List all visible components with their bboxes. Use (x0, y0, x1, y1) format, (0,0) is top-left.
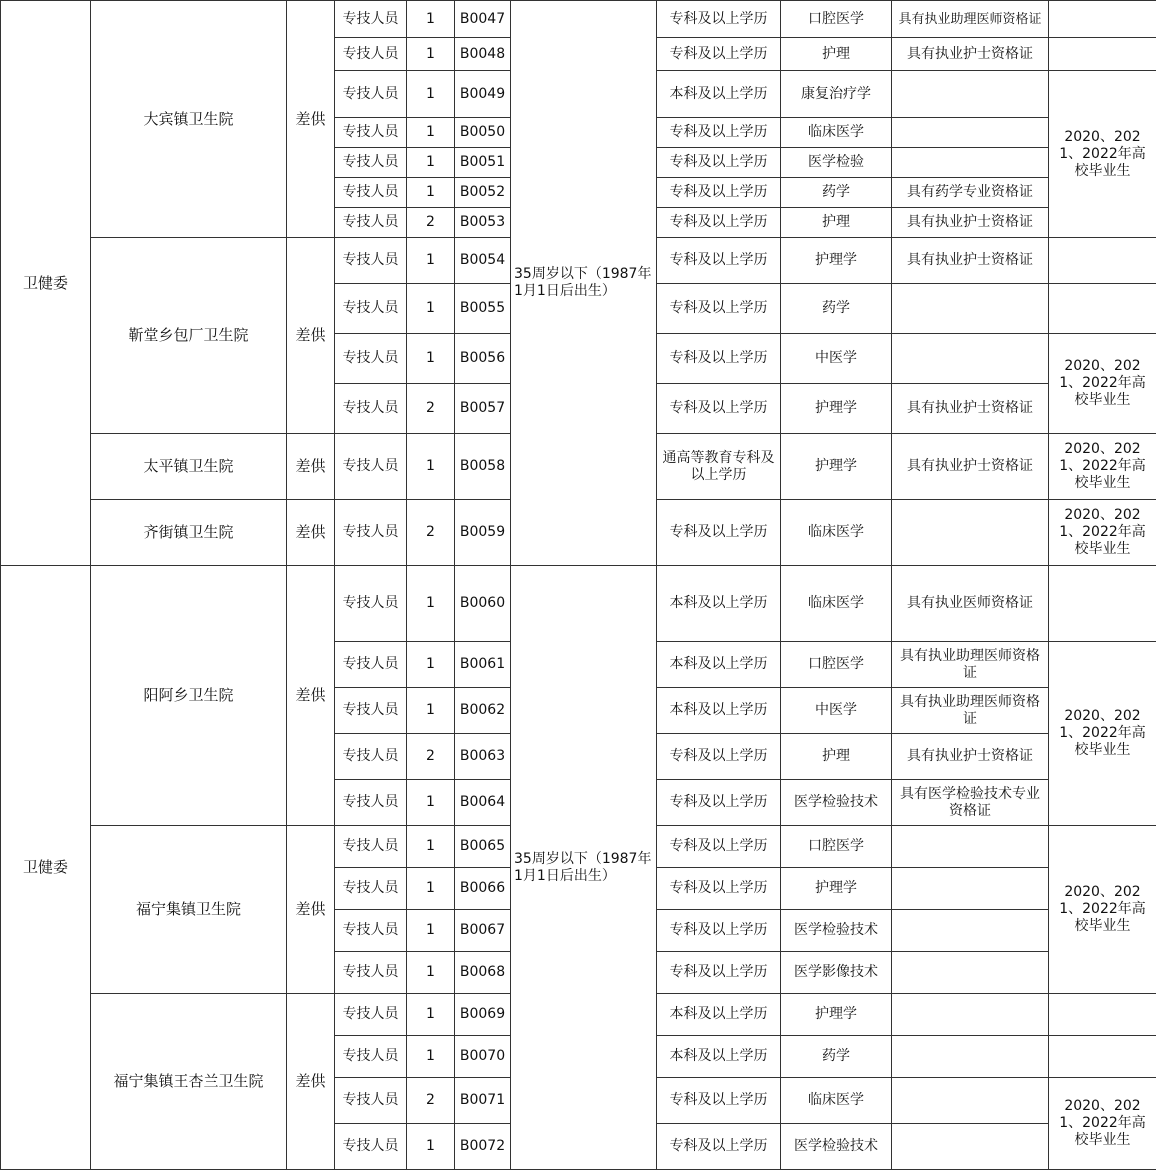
position-type-cell: 专技人员 (335, 910, 407, 952)
position-type-cell: 专技人员 (335, 994, 407, 1036)
major-cell: 护理学 (781, 994, 892, 1036)
count-cell: 1 (407, 1, 455, 38)
education-cell: 专科及以上学历 (657, 826, 781, 868)
other-requirement-cell (892, 910, 1049, 952)
department-cell: 卫健委 (1, 1, 91, 566)
position-type-cell: 专技人员 (335, 780, 407, 826)
code-cell: B0063 (455, 734, 511, 780)
major-cell: 医学检验 (781, 148, 892, 178)
count-cell: 1 (407, 284, 455, 334)
note-cell (1049, 1036, 1156, 1078)
count-cell: 2 (407, 384, 455, 434)
code-cell: B0054 (455, 238, 511, 284)
unit-name-cell: 福宁集镇王杏兰卫生院 (91, 994, 287, 1170)
code-cell: B0057 (455, 384, 511, 434)
position-type-cell: 专技人员 (335, 148, 407, 178)
other-requirement-cell: 具有执业助理医师资格证 (892, 1, 1049, 38)
unit-name-cell: 太平镇卫生院 (91, 434, 287, 500)
education-cell: 本科及以上学历 (657, 566, 781, 642)
funding-cell: 差供 (287, 566, 335, 826)
code-cell: B0061 (455, 642, 511, 688)
position-type-cell: 专技人员 (335, 826, 407, 868)
position-type-cell: 专技人员 (335, 734, 407, 780)
count-cell: 2 (407, 500, 455, 566)
education-cell: 专科及以上学历 (657, 1, 781, 38)
other-requirement-cell (892, 334, 1049, 384)
count-cell: 1 (407, 178, 455, 208)
major-cell: 护理 (781, 734, 892, 780)
education-cell: 专科及以上学历 (657, 734, 781, 780)
education-cell: 专科及以上学历 (657, 868, 781, 910)
education-cell: 本科及以上学历 (657, 688, 781, 734)
code-cell: B0072 (455, 1124, 511, 1170)
education-cell: 专科及以上学历 (657, 208, 781, 238)
position-type-cell: 专技人员 (335, 1078, 407, 1124)
other-requirement-cell (892, 1124, 1049, 1170)
code-cell: B0047 (455, 1, 511, 38)
education-cell: 专科及以上学历 (657, 334, 781, 384)
position-type-cell: 专技人员 (335, 284, 407, 334)
code-cell: B0064 (455, 780, 511, 826)
code-cell: B0055 (455, 284, 511, 334)
other-requirement-cell: 具有执业护士资格证 (892, 734, 1049, 780)
major-cell: 护理学 (781, 238, 892, 284)
other-requirement-cell (892, 994, 1049, 1036)
other-requirement-cell: 具有药学专业资格证 (892, 178, 1049, 208)
note-cell (1049, 1, 1156, 38)
count-cell: 2 (407, 1078, 455, 1124)
other-requirement-cell: 具有执业助理医师资格证 (892, 688, 1049, 734)
department-cell: 卫健委 (1, 566, 91, 1170)
code-cell: B0056 (455, 334, 511, 384)
note-cell: 2020、2021、2022年高校毕业生 (1049, 1078, 1156, 1170)
position-type-cell: 专技人员 (335, 1, 407, 38)
code-cell: B0048 (455, 38, 511, 71)
code-cell: B0066 (455, 868, 511, 910)
other-requirement-cell: 具有执业护士资格证 (892, 208, 1049, 238)
major-cell: 口腔医学 (781, 826, 892, 868)
count-cell: 1 (407, 118, 455, 148)
education-cell: 本科及以上学历 (657, 642, 781, 688)
major-cell: 医学检验技术 (781, 780, 892, 826)
education-cell: 专科及以上学历 (657, 1124, 781, 1170)
count-cell: 1 (407, 1124, 455, 1170)
age-requirement-cell: 35周岁以下（1987年1月1日后出生） (511, 1, 657, 566)
major-cell: 护理学 (781, 434, 892, 500)
major-cell: 中医学 (781, 688, 892, 734)
code-cell: B0062 (455, 688, 511, 734)
major-cell: 康复治疗学 (781, 71, 892, 118)
note-cell (1049, 994, 1156, 1036)
count-cell: 2 (407, 734, 455, 780)
code-cell: B0071 (455, 1078, 511, 1124)
code-cell: B0049 (455, 71, 511, 118)
count-cell: 1 (407, 994, 455, 1036)
count-cell: 2 (407, 208, 455, 238)
table-row (1, 566, 1156, 642)
count-cell: 1 (407, 688, 455, 734)
funding-cell: 差供 (287, 500, 335, 566)
count-cell: 1 (407, 1036, 455, 1078)
other-requirement-cell: 具有医学检验技术专业资格证 (892, 780, 1049, 826)
position-type-cell: 专技人员 (335, 38, 407, 71)
other-requirement-cell (892, 868, 1049, 910)
other-requirement-cell (892, 148, 1049, 178)
education-cell: 专科及以上学历 (657, 118, 781, 148)
other-requirement-cell (892, 1078, 1049, 1124)
position-type-cell: 专技人员 (335, 238, 407, 284)
position-type-cell: 专技人员 (335, 178, 407, 208)
count-cell: 1 (407, 148, 455, 178)
funding-cell: 差供 (287, 994, 335, 1170)
unit-name-cell: 齐街镇卫生院 (91, 500, 287, 566)
note-cell: 2020、2021、2022年高校毕业生 (1049, 826, 1156, 994)
code-cell: B0060 (455, 566, 511, 642)
other-requirement-cell: 具有执业护士资格证 (892, 384, 1049, 434)
major-cell: 临床医学 (781, 500, 892, 566)
count-cell: 1 (407, 868, 455, 910)
major-cell: 护理学 (781, 868, 892, 910)
education-cell: 专科及以上学历 (657, 1078, 781, 1124)
position-type-cell: 专技人员 (335, 688, 407, 734)
education-cell: 通高等教育专科及以上学历 (657, 434, 781, 500)
note-cell: 2020、2021、2022年高校毕业生 (1049, 71, 1156, 238)
note-cell (1049, 238, 1156, 284)
major-cell: 护理学 (781, 384, 892, 434)
education-cell: 本科及以上学历 (657, 1036, 781, 1078)
education-cell: 专科及以上学历 (657, 910, 781, 952)
count-cell: 1 (407, 238, 455, 284)
education-cell: 专科及以上学历 (657, 178, 781, 208)
count-cell: 1 (407, 334, 455, 384)
position-type-cell: 专技人员 (335, 1036, 407, 1078)
major-cell: 药学 (781, 178, 892, 208)
education-cell: 专科及以上学历 (657, 238, 781, 284)
other-requirement-cell: 具有执业护士资格证 (892, 238, 1049, 284)
education-cell: 专科及以上学历 (657, 780, 781, 826)
other-requirement-cell (892, 826, 1049, 868)
major-cell: 临床医学 (781, 566, 892, 642)
major-cell: 口腔医学 (781, 642, 892, 688)
major-cell: 药学 (781, 1036, 892, 1078)
unit-name-cell: 阳阿乡卫生院 (91, 566, 287, 826)
other-requirement-cell: 具有执业护士资格证 (892, 434, 1049, 500)
position-type-cell: 专技人员 (335, 71, 407, 118)
major-cell: 临床医学 (781, 118, 892, 148)
education-cell: 本科及以上学历 (657, 994, 781, 1036)
position-type-cell: 专技人员 (335, 642, 407, 688)
count-cell: 1 (407, 38, 455, 71)
major-cell: 医学检验技术 (781, 1124, 892, 1170)
major-cell: 护理 (781, 208, 892, 238)
position-type-cell: 专技人员 (335, 208, 407, 238)
other-requirement-cell: 具有执业护士资格证 (892, 38, 1049, 71)
position-type-cell: 专技人员 (335, 384, 407, 434)
funding-cell: 差供 (287, 434, 335, 500)
other-requirement-cell (892, 952, 1049, 994)
note-cell (1049, 566, 1156, 642)
note-cell: 2020、2021、2022年高校毕业生 (1049, 642, 1156, 826)
code-cell: B0052 (455, 178, 511, 208)
major-cell: 临床医学 (781, 1078, 892, 1124)
count-cell: 1 (407, 826, 455, 868)
position-type-cell: 专技人员 (335, 868, 407, 910)
other-requirement-cell (892, 500, 1049, 566)
code-cell: B0059 (455, 500, 511, 566)
note-cell: 2020、2021、2022年高校毕业生 (1049, 500, 1156, 566)
education-cell: 专科及以上学历 (657, 384, 781, 434)
position-type-cell: 专技人员 (335, 500, 407, 566)
unit-name-cell: 福宁集镇卫生院 (91, 826, 287, 994)
major-cell: 护理 (781, 38, 892, 71)
position-type-cell: 专技人员 (335, 118, 407, 148)
count-cell: 1 (407, 566, 455, 642)
count-cell: 1 (407, 952, 455, 994)
code-cell: B0067 (455, 910, 511, 952)
other-requirement-cell (892, 71, 1049, 118)
note-cell (1049, 38, 1156, 71)
position-type-cell: 专技人员 (335, 952, 407, 994)
major-cell: 医学影像技术 (781, 952, 892, 994)
major-cell: 口腔医学 (781, 1, 892, 38)
code-cell: B0065 (455, 826, 511, 868)
count-cell: 1 (407, 780, 455, 826)
code-cell: B0069 (455, 994, 511, 1036)
other-requirement-cell (892, 1036, 1049, 1078)
note-cell: 2020、2021、2022年高校毕业生 (1049, 334, 1156, 434)
education-cell: 专科及以上学历 (657, 952, 781, 994)
age-requirement-cell: 35周岁以下（1987年1月1日后出生） (511, 566, 657, 1170)
code-cell: B0053 (455, 208, 511, 238)
major-cell: 中医学 (781, 334, 892, 384)
code-cell: B0068 (455, 952, 511, 994)
position-type-cell: 专技人员 (335, 434, 407, 500)
other-requirement-cell (892, 118, 1049, 148)
other-requirement-cell (892, 284, 1049, 334)
other-requirement-cell: 具有执业助理医师资格证 (892, 642, 1049, 688)
code-cell: B0058 (455, 434, 511, 500)
funding-cell: 差供 (287, 826, 335, 994)
major-cell: 医学检验技术 (781, 910, 892, 952)
count-cell: 1 (407, 434, 455, 500)
code-cell: B0050 (455, 118, 511, 148)
funding-cell: 差供 (287, 1, 335, 238)
education-cell: 专科及以上学历 (657, 148, 781, 178)
position-type-cell: 专技人员 (335, 566, 407, 642)
major-cell: 药学 (781, 284, 892, 334)
count-cell: 1 (407, 910, 455, 952)
funding-cell: 差供 (287, 238, 335, 434)
position-type-cell: 专技人员 (335, 334, 407, 384)
education-cell: 本科及以上学历 (657, 71, 781, 118)
education-cell: 专科及以上学历 (657, 38, 781, 71)
unit-name-cell: 靳堂乡包厂卫生院 (91, 238, 287, 434)
note-cell: 2020、2021、2022年高校毕业生 (1049, 434, 1156, 500)
count-cell: 1 (407, 71, 455, 118)
count-cell: 1 (407, 642, 455, 688)
note-cell (1049, 284, 1156, 334)
position-type-cell: 专技人员 (335, 1124, 407, 1170)
code-cell: B0070 (455, 1036, 511, 1078)
other-requirement-cell: 具有执业医师资格证 (892, 566, 1049, 642)
table-row (1, 1, 1156, 38)
code-cell: B0051 (455, 148, 511, 178)
education-cell: 专科及以上学历 (657, 500, 781, 566)
education-cell: 专科及以上学历 (657, 284, 781, 334)
unit-name-cell: 大宾镇卫生院 (91, 1, 287, 238)
